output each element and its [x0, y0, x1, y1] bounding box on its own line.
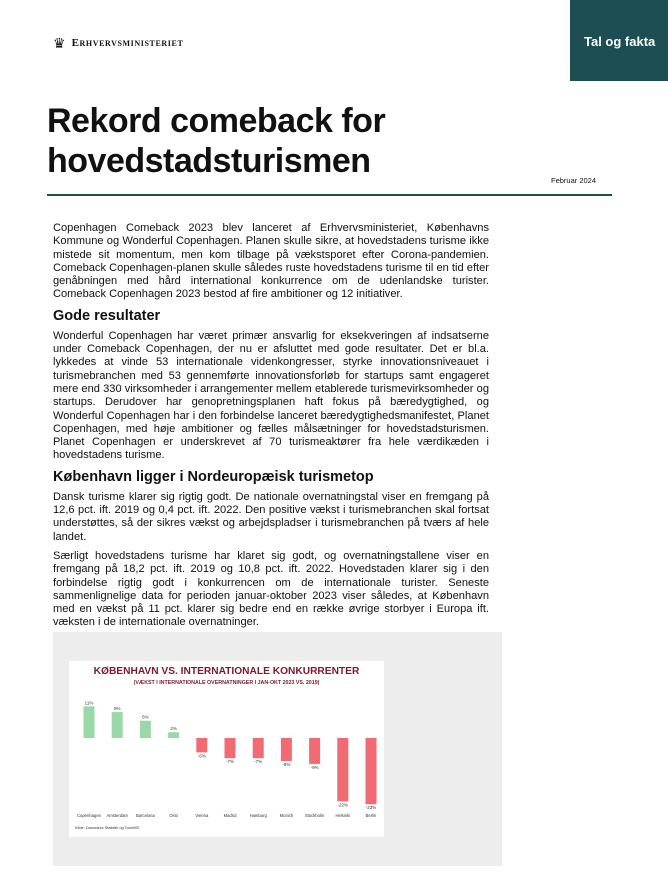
bar-amsterdam	[112, 712, 123, 738]
category-label-copenhagen: Copenhagen	[77, 813, 101, 818]
ministry-name: Erhvervsministeriet	[71, 37, 184, 49]
value-label-barcelona: 6%	[142, 714, 149, 720]
category-label-oslo: Oslo	[169, 813, 178, 818]
value-label-copenhagen: 11%	[84, 700, 94, 706]
bar-vienna	[196, 738, 207, 752]
category-label-barcelona: Barcelona	[135, 813, 155, 818]
value-label-helsinki: -22%	[337, 802, 349, 808]
article-body	[53, 222, 489, 636]
bar-stockholm	[309, 738, 320, 764]
value-label-munich: -8%	[282, 762, 291, 768]
bar-berlin	[366, 738, 377, 804]
bar-copenhagen	[84, 706, 95, 738]
document-type-tag	[570, 0, 668, 81]
category-label-hamburg: Hamburg	[249, 813, 267, 818]
ranking-paragraph-1: Dansk turisme klarer sig rigtig godt. De nationale overnatningstal viser en fremgang på 12,6 pct. ift. 2019 og 0,4 pct. ift. 2022. Den positive vækst i turismebranchen skal fortsat understøttes, så der sikres vækst og arbejdspladser i turismebranchen på tværs af hele landet.	[53, 490, 489, 543]
value-label-oslo: 2%	[170, 726, 177, 732]
crown-icon: ♛	[53, 35, 66, 51]
category-label-munich: Munich	[279, 813, 294, 818]
chart-subtitle: (VÆKST I INTERNATIONALE OVERNATNINGER I JAN-OKT 2023 VS. 2019)	[133, 680, 320, 686]
intro-paragraph: Copenhagen Comeback 2023 blev lanceret af Erhvervsministeriet, Københavns Kommune og Wonderful Copenhagen. Planen skulle sikre, at hovedstadens turisme ikke mistede sit momentum, men kom tilbage på vækstsporet efter Corona-pandemien. Comeback Copenhagen-planen skulle således ruste hovedstadens turisme til en tid efter genåbningen med hård international konkurrence om de udenlandske turister. Comeback Copenhagen 2023 bestod af fire ambitioner og 12 initiativer.	[53, 222, 489, 301]
category-label-vienna: Vienna	[195, 813, 209, 818]
value-label-berlin: -23%	[365, 805, 377, 811]
page-title: Rekord comeback for hovedstadsturismen	[47, 102, 386, 180]
ranking-paragraph-2: Særligt hovedstadens turisme har klaret sig godt, og overnatningstallene viser en fremgang på 18,2 pct. ift. 2019 og 10,8 pct. ift. 2022. Hovedstaden klarer sig i den forbindelse rigtig godt i konkurrencen om de internationale turister. Seneste sammenlignelige data for perioden januar-oktober 2023 viser således, at København med en vækst på 11 pct. klarer sig bedre end en række øvrige storbyer i Europa ift. væksten i de internationale overnatninger.	[53, 549, 489, 629]
category-label-berlin: Berlin	[365, 813, 377, 818]
bar-hamburg	[253, 738, 264, 758]
category-label-helsinki: Helsinki	[335, 813, 351, 818]
value-label-madrid: -7%	[225, 759, 235, 765]
section-heading-ranking: København ligger i Nordeuropæisk turismetop	[53, 468, 374, 485]
bar-chart	[69, 661, 384, 837]
chart-title: KØBENHAVN VS. INTERNATIONALE KONKURRENTER	[93, 666, 360, 677]
title-divider	[47, 194, 612, 196]
category-label-stockholm: Stockholm	[304, 813, 325, 818]
bar-helsinki	[337, 738, 348, 801]
chart-panel	[53, 632, 502, 866]
results-paragraph: Wonderful Copenhagen har været primær ansvarlig for eksekveringen af indsatserne under Comeback Copenhagen, der nu er afsluttet med gode resultater. Det er bl.a. lykkedes at vinde 53 internationale videnkongresser, styrke innovationsniveauet i turismebranchen med 53 gennemførte innovationsforløb for startups samt engageret mere end 330 virksomheder i arrangementer mellem etablerede turismevirksomheder og startups. Derudover har genopretningsplanen haft fokus på bæredygtighed, og Wonderful Copenhagen har i den forbindelse lanceret bæredygtighedsmanifestet, Planet Copenhagen, med høje ambitioner og fælles målsætninger for hovedstadsturismen. Planet Copenhagen er underskrevet af 70 turismeaktører fra hele værdikæden i hovedstadens turisme.	[53, 329, 489, 462]
chart-source: Kilde: Danmarks Statistik og TourMIS.	[75, 825, 141, 830]
bar-munich	[281, 738, 292, 761]
bar-madrid	[225, 738, 236, 758]
value-label-vienna: -5%	[197, 753, 206, 759]
ministry-logo	[53, 36, 183, 50]
bar-oslo	[168, 732, 179, 738]
section-heading-results: Gode resultater	[53, 307, 161, 324]
value-label-stockholm: -9%	[310, 764, 319, 770]
bar-barcelona	[140, 721, 151, 738]
value-label-amsterdam: 9%	[113, 706, 121, 712]
value-label-hamburg: -7%	[254, 759, 263, 765]
category-label-madrid: Madrid	[223, 813, 237, 818]
document-type-label: Tal og fakta	[584, 34, 656, 49]
chart-card	[69, 661, 384, 837]
publication-date: Februar 2024	[551, 176, 597, 185]
category-label-amsterdam: Amsterdam	[106, 813, 128, 818]
